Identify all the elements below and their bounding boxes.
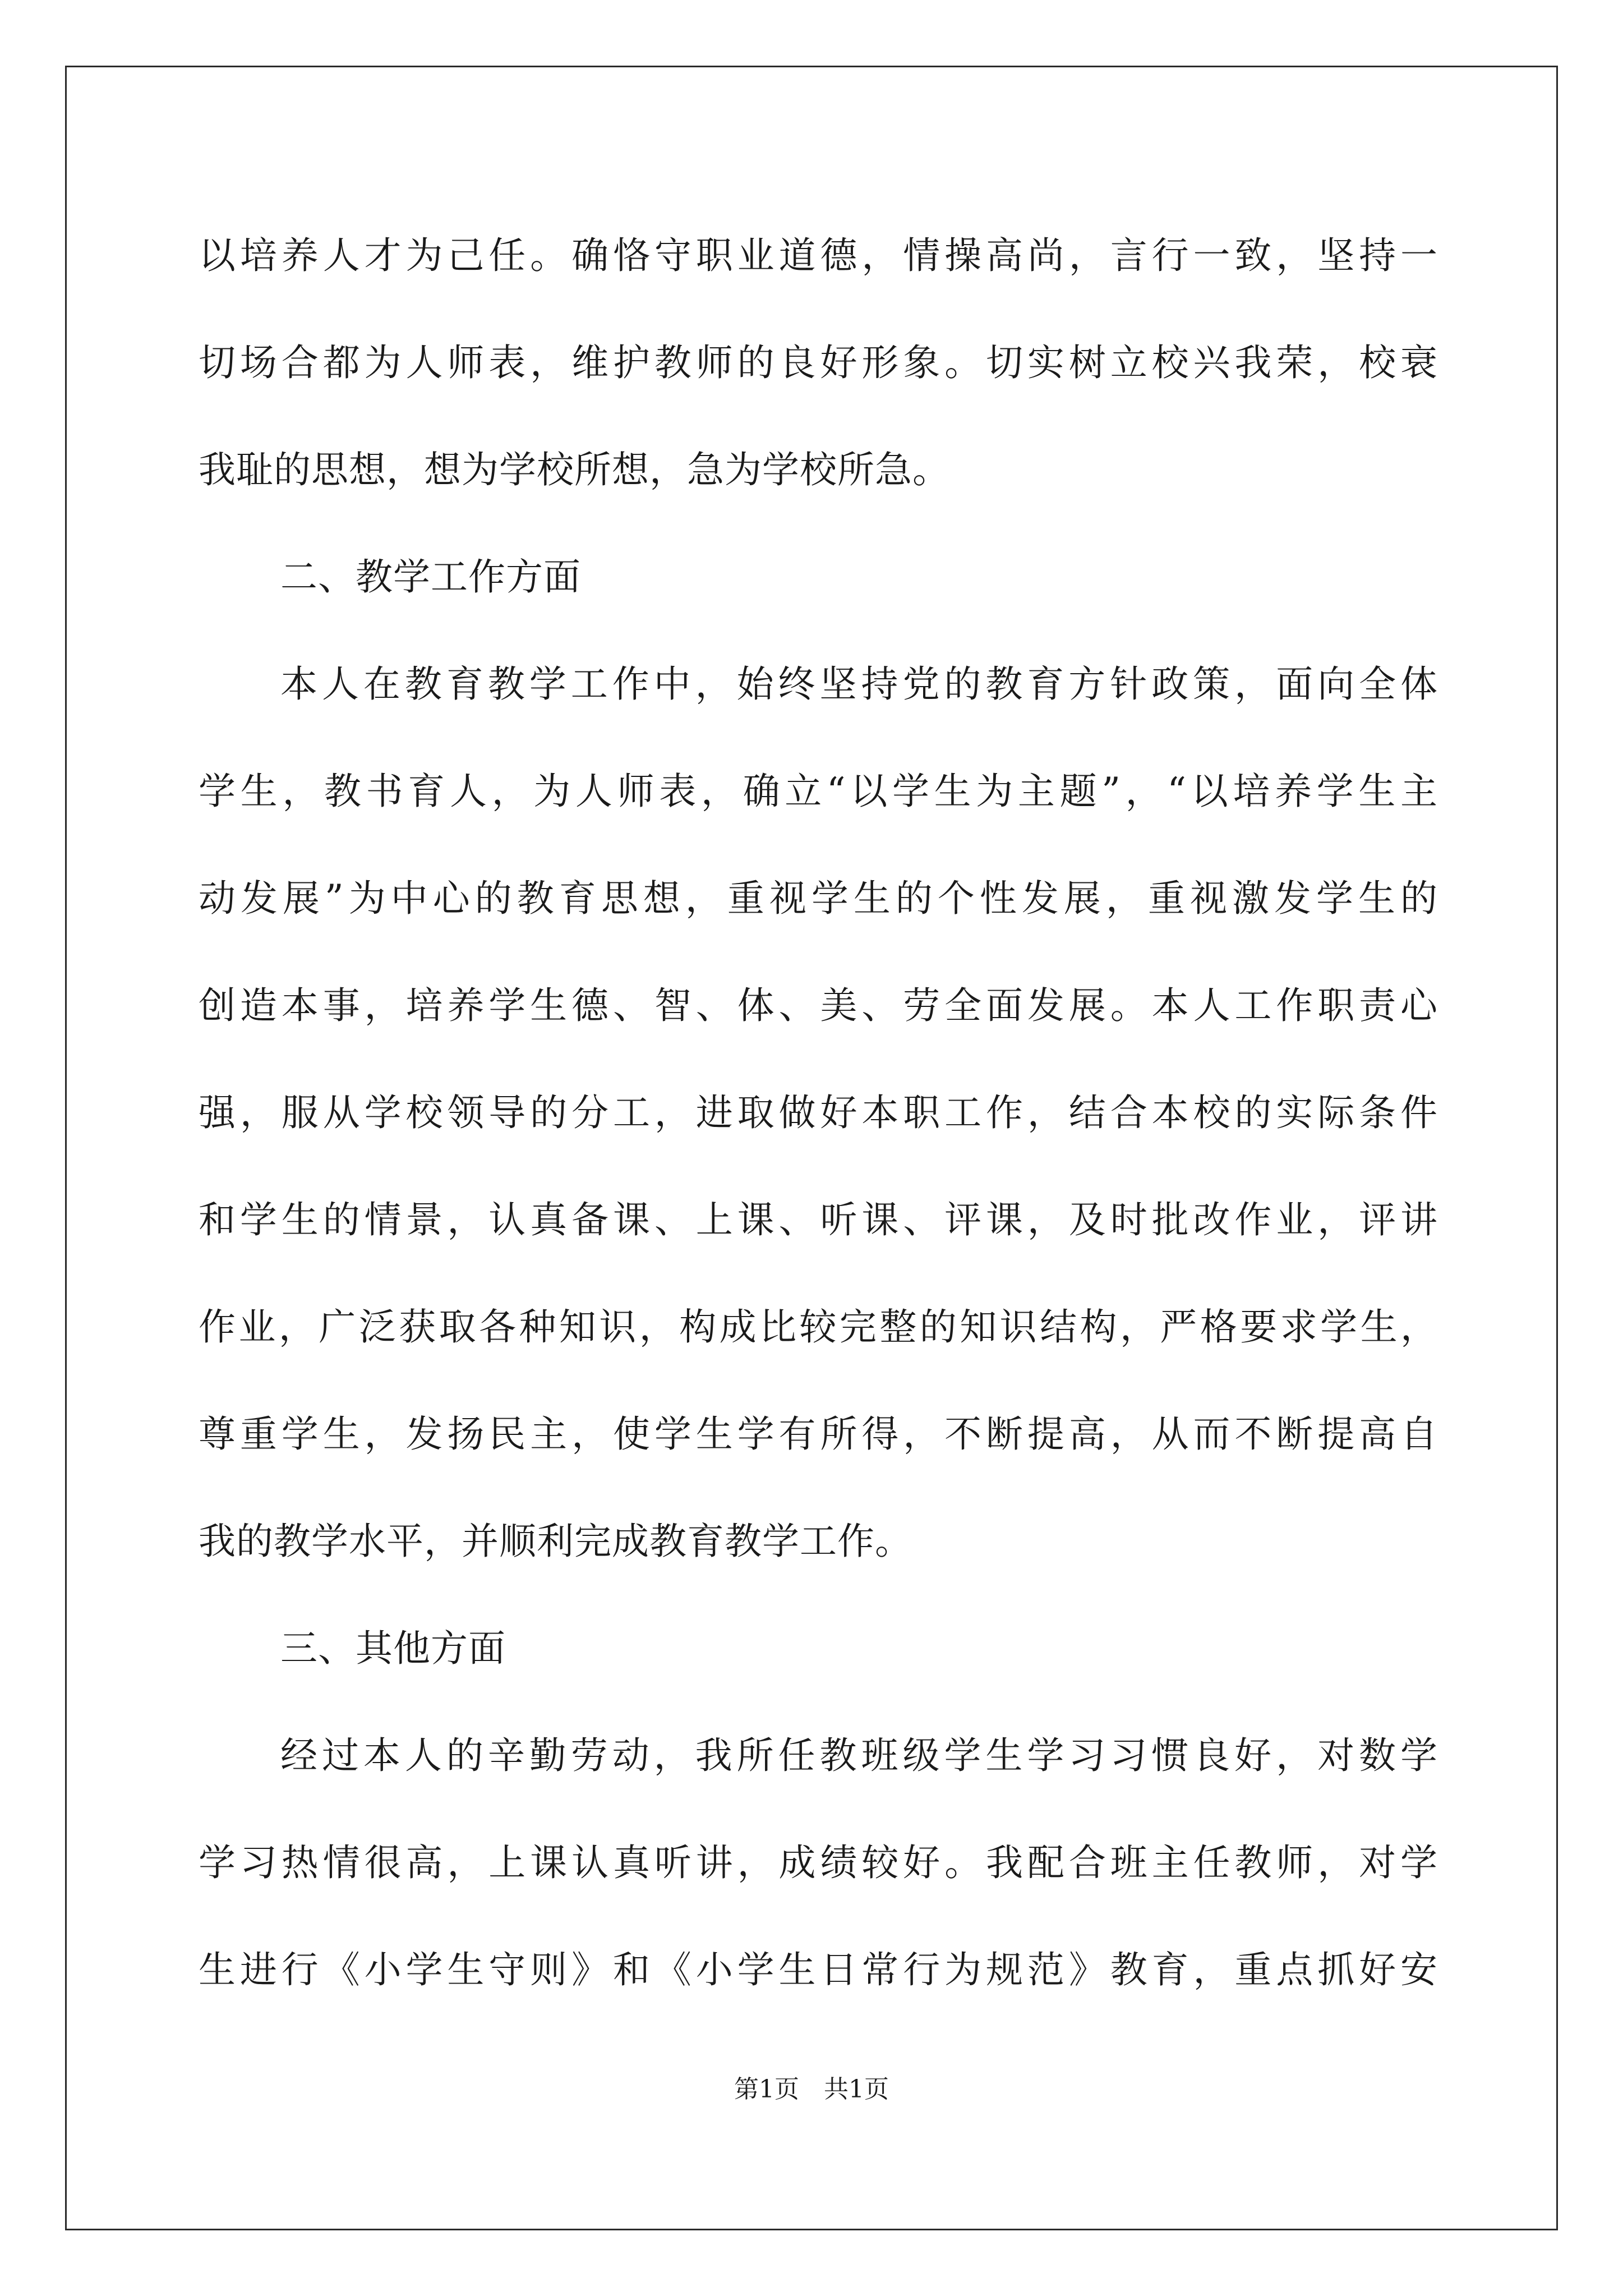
document-body bbox=[199, 202, 1438, 2023]
text-line: 动发展”为中心的教育思想，重视学生的个性发展，重视激发学生的 bbox=[199, 877, 1438, 920]
text-line: 生进行《小学生守则》和《小学生日常行为规范》教育，重点抓好安 bbox=[199, 1948, 1438, 1991]
text-line: 以培养人才为己任。确恪守职业道德，情操高尚，言行一致，坚持一 bbox=[199, 234, 1438, 277]
text-line: 强，服从学校领导的分工，进取做好本职工作，结合本校的实际条件 bbox=[199, 1091, 1438, 1134]
text-line: 我耻的思想，想为学校所想，急为学校所急。 bbox=[199, 448, 950, 491]
text-line: 本人在教育教学工作中，始终坚持党的教育方针政策，面向全体 bbox=[280, 662, 1438, 706]
text-line: 学生，教书育人，为人师表，确立“以学生为主题”，“以培养学生主 bbox=[199, 770, 1438, 813]
text-line: 作业，广泛获取各种知识，构成比较完整的知识结构，严格要求学生， bbox=[199, 1305, 1438, 1349]
text-line: 经过本人的辛勤劳动，我所任教班级学生学习习惯良好，对数学 bbox=[280, 1734, 1438, 1777]
text-line: 学习热情很高，上课认真听讲，成绩较好。我配合班主任教师，对学 bbox=[199, 1841, 1438, 1884]
text-line: 切场合都为人师表，维护教师的良好形象。切实树立校兴我荣，校衰 bbox=[199, 341, 1438, 384]
page-number-footer: 第1页 共1页 bbox=[734, 2075, 889, 2104]
text-line: 创造本事，培养学生德、智、体、美、劳全面发展。本人工作职责心 bbox=[199, 984, 1438, 1027]
text-line: 和学生的情景，认真备课、上课、听课、评课，及时批改作业，评讲 bbox=[199, 1198, 1438, 1241]
text-line: 我的教学水平，并顺利完成教育教学工作。 bbox=[199, 1520, 912, 1563]
text-line: 尊重学生，发扬民主，使学生学有所得，不断提高，从而不断提高自 bbox=[199, 1412, 1438, 1456]
section-heading: 二、教学工作方面 bbox=[280, 555, 581, 599]
section-heading: 三、其他方面 bbox=[280, 1627, 506, 1670]
